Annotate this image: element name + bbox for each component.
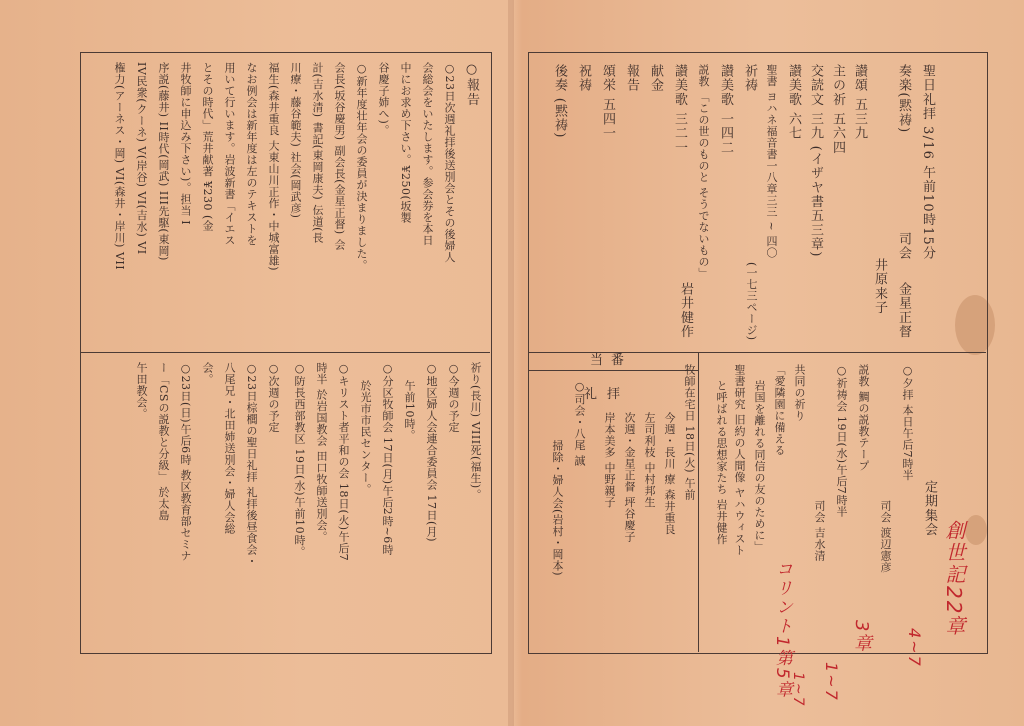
evening-line: 共同の祈り (793, 364, 806, 422)
schedule-line: 午田教会。 (135, 362, 148, 420)
report-line: 川療・藤谷範夫) 社会(岡武彦) (289, 62, 302, 219)
duty-header: 当番 (590, 353, 633, 368)
duty-line: 今週・長川 療 森井重良 (663, 412, 676, 535)
duty-divider (698, 352, 699, 652)
program-item: 聖書 ヨハネ福音書一八章三三 ~ 四〇 (765, 64, 778, 259)
schedule-line: 八尾兄・北田姉送別会・婦人会総 (223, 362, 236, 535)
report-line: とその時代」荒井献著 ¥230 (金 (201, 62, 214, 232)
schedule-line: ○地区婦人会連合委員会 17日(月) (425, 362, 438, 543)
schedule-line: ○防長西部教区 19日(水)午前10時。 (293, 362, 306, 558)
program-item-person: 井原来子 (872, 258, 887, 315)
program-item-person: 金星正督 (896, 282, 911, 339)
red-annotation: 1~7 (790, 672, 806, 708)
duty-line: 岸本美多 中野親子 (603, 412, 616, 508)
evening-line: 「愛隣園に備える (773, 364, 786, 456)
report-line: 会総会をいたします。参会券を本日 (421, 62, 434, 246)
program-item: 讃美歌 一四二 (718, 64, 733, 155)
evening-line: 聖書研究 旧約の人間像 ヤハウィスト (733, 364, 746, 556)
program-item-page: (一七三ページ) (745, 262, 758, 341)
left-divider (80, 352, 490, 353)
program-item: 奏楽(黙祷) (896, 64, 911, 134)
schedule-line: 会。 (201, 362, 214, 385)
program-item: 讃美歌 六七 (786, 64, 801, 141)
evening-line: ○夕拝 本日午后7時半 (901, 364, 914, 481)
report-line: 計(吉水清) 書記(東岡康夫) 伝道(長 (311, 62, 324, 244)
program-item: 讃頌 五三九 (852, 64, 867, 141)
program-item-person: 司会 (896, 232, 911, 261)
program-item: 頌栄 五四一 (600, 64, 615, 141)
duty-sub: 礼拝 (584, 387, 631, 402)
report-line: なお例会は新年度は左のテキストを (245, 62, 258, 246)
evening-line: ○祈祷会 19日(水)午后7時半 (835, 364, 848, 518)
report-line: 福生(森井重良 大東山川正作・中城富雄) (267, 62, 280, 272)
report-line: 祈り(長川) VIII死(福生)。 (469, 362, 482, 501)
schedule-line: 於光市市民センター。 (359, 380, 372, 495)
schedule-line: ○23日(日)午后6時 教区教育部セミナ (179, 362, 192, 562)
program-item: 祈祷 (742, 64, 757, 93)
program-item: 献金 (648, 64, 663, 93)
duty-line: 掃除・婦人会(岩村・岡本) (551, 440, 564, 577)
program-item-person: 岩井健作 (678, 282, 693, 339)
evening-line: 説教 鯛の説教テープ (857, 364, 870, 472)
program-item: 報告 (624, 64, 639, 93)
right-title: 聖日礼拝 3/16 午前10時15分 (920, 64, 935, 261)
program-item: 讃美歌 三二一 (672, 64, 687, 155)
program-item: 祝祷 (576, 64, 591, 93)
evening-header: 定期集会 (922, 480, 937, 537)
program-item: 後奏 (黙祷) (552, 64, 567, 139)
schedule-line: ー「CSの説教と分級」 於太島 (157, 362, 170, 521)
report-line: 谷慶子姉へ)。 (377, 62, 390, 136)
report-line: 井牧師に申込み下さい)。担当 I (179, 62, 192, 226)
report-line: 会長(坂谷慶男) 副会長(金星正督) 会 (333, 62, 346, 251)
report-line: 中にお求め下さい。¥250(坂製 (399, 62, 412, 224)
report-line: 権力(アーネス・岡) VI(森井・岸川) VII (113, 62, 126, 271)
schedule-line: ○23日棕櫚の聖日礼拝 礼拝後昼食会・ (245, 362, 258, 567)
report-header: ○報告 (464, 62, 479, 107)
program-item: 交読文 三九 (イザヤ書五三章) (808, 64, 823, 258)
evening-line: 司会 渡辺憲彦 (879, 500, 892, 573)
schedule-line: 午前10時。 (403, 380, 416, 441)
duty-line: 次週・金星正督 坪谷慶子 (623, 412, 636, 543)
schedule-line: ○今週の予定 (447, 362, 460, 433)
schedule-line: ○キリスト者平和の会 18日(火)午后7 (337, 362, 350, 562)
evening-line: 岩国を離れる同信の友のために」 (753, 380, 766, 553)
pastor-home-day: 牧師在宅日 18日(火) 午前 (683, 364, 696, 501)
red-annotation: 4~7 (905, 628, 924, 668)
evening-line: 司会 吉水清 (813, 500, 826, 562)
schedule-line: ○次週の予定 (267, 362, 280, 433)
schedule-line: ○分区牧師会 17日(月)午后2時~6時 (381, 362, 394, 556)
report-line: ○23日次週礼拝後送別会とその後婦人 (443, 62, 456, 263)
duty-header-line (528, 370, 698, 371)
duty-line: ○司会・八尾 誠 (573, 380, 586, 467)
page-fold (508, 0, 514, 726)
program-item: 説教 「この世のものと そうでないもの」 (697, 64, 710, 279)
duty-line: 左司利枝 中村邦生 (643, 412, 656, 508)
report-line: 序説(藤井) II時代(岡武) III先駆(東岡) (157, 62, 170, 261)
evening-line: と呼ばれる思想家たち 岩井健作 (715, 380, 728, 545)
red-annotation: コリント1第5章 (772, 560, 792, 700)
red-annotation: 創世記22章 (942, 520, 966, 638)
red-annotation: 1~7 (822, 662, 841, 702)
red-annotation: 3章 (851, 620, 872, 654)
program-item: 主の祈 五六四 (830, 64, 845, 155)
schedule-line: 時半 於岩国教会 田口牧師送別会。 (315, 362, 328, 543)
report-line: ○新年度壮年会の委員が決まりました。 (355, 62, 368, 271)
report-line: 用いて行います。岩波新書「イエス (223, 62, 236, 246)
report-line: IV民衆(クーネ) V(岸谷) VI(吉水) VI (135, 62, 148, 255)
